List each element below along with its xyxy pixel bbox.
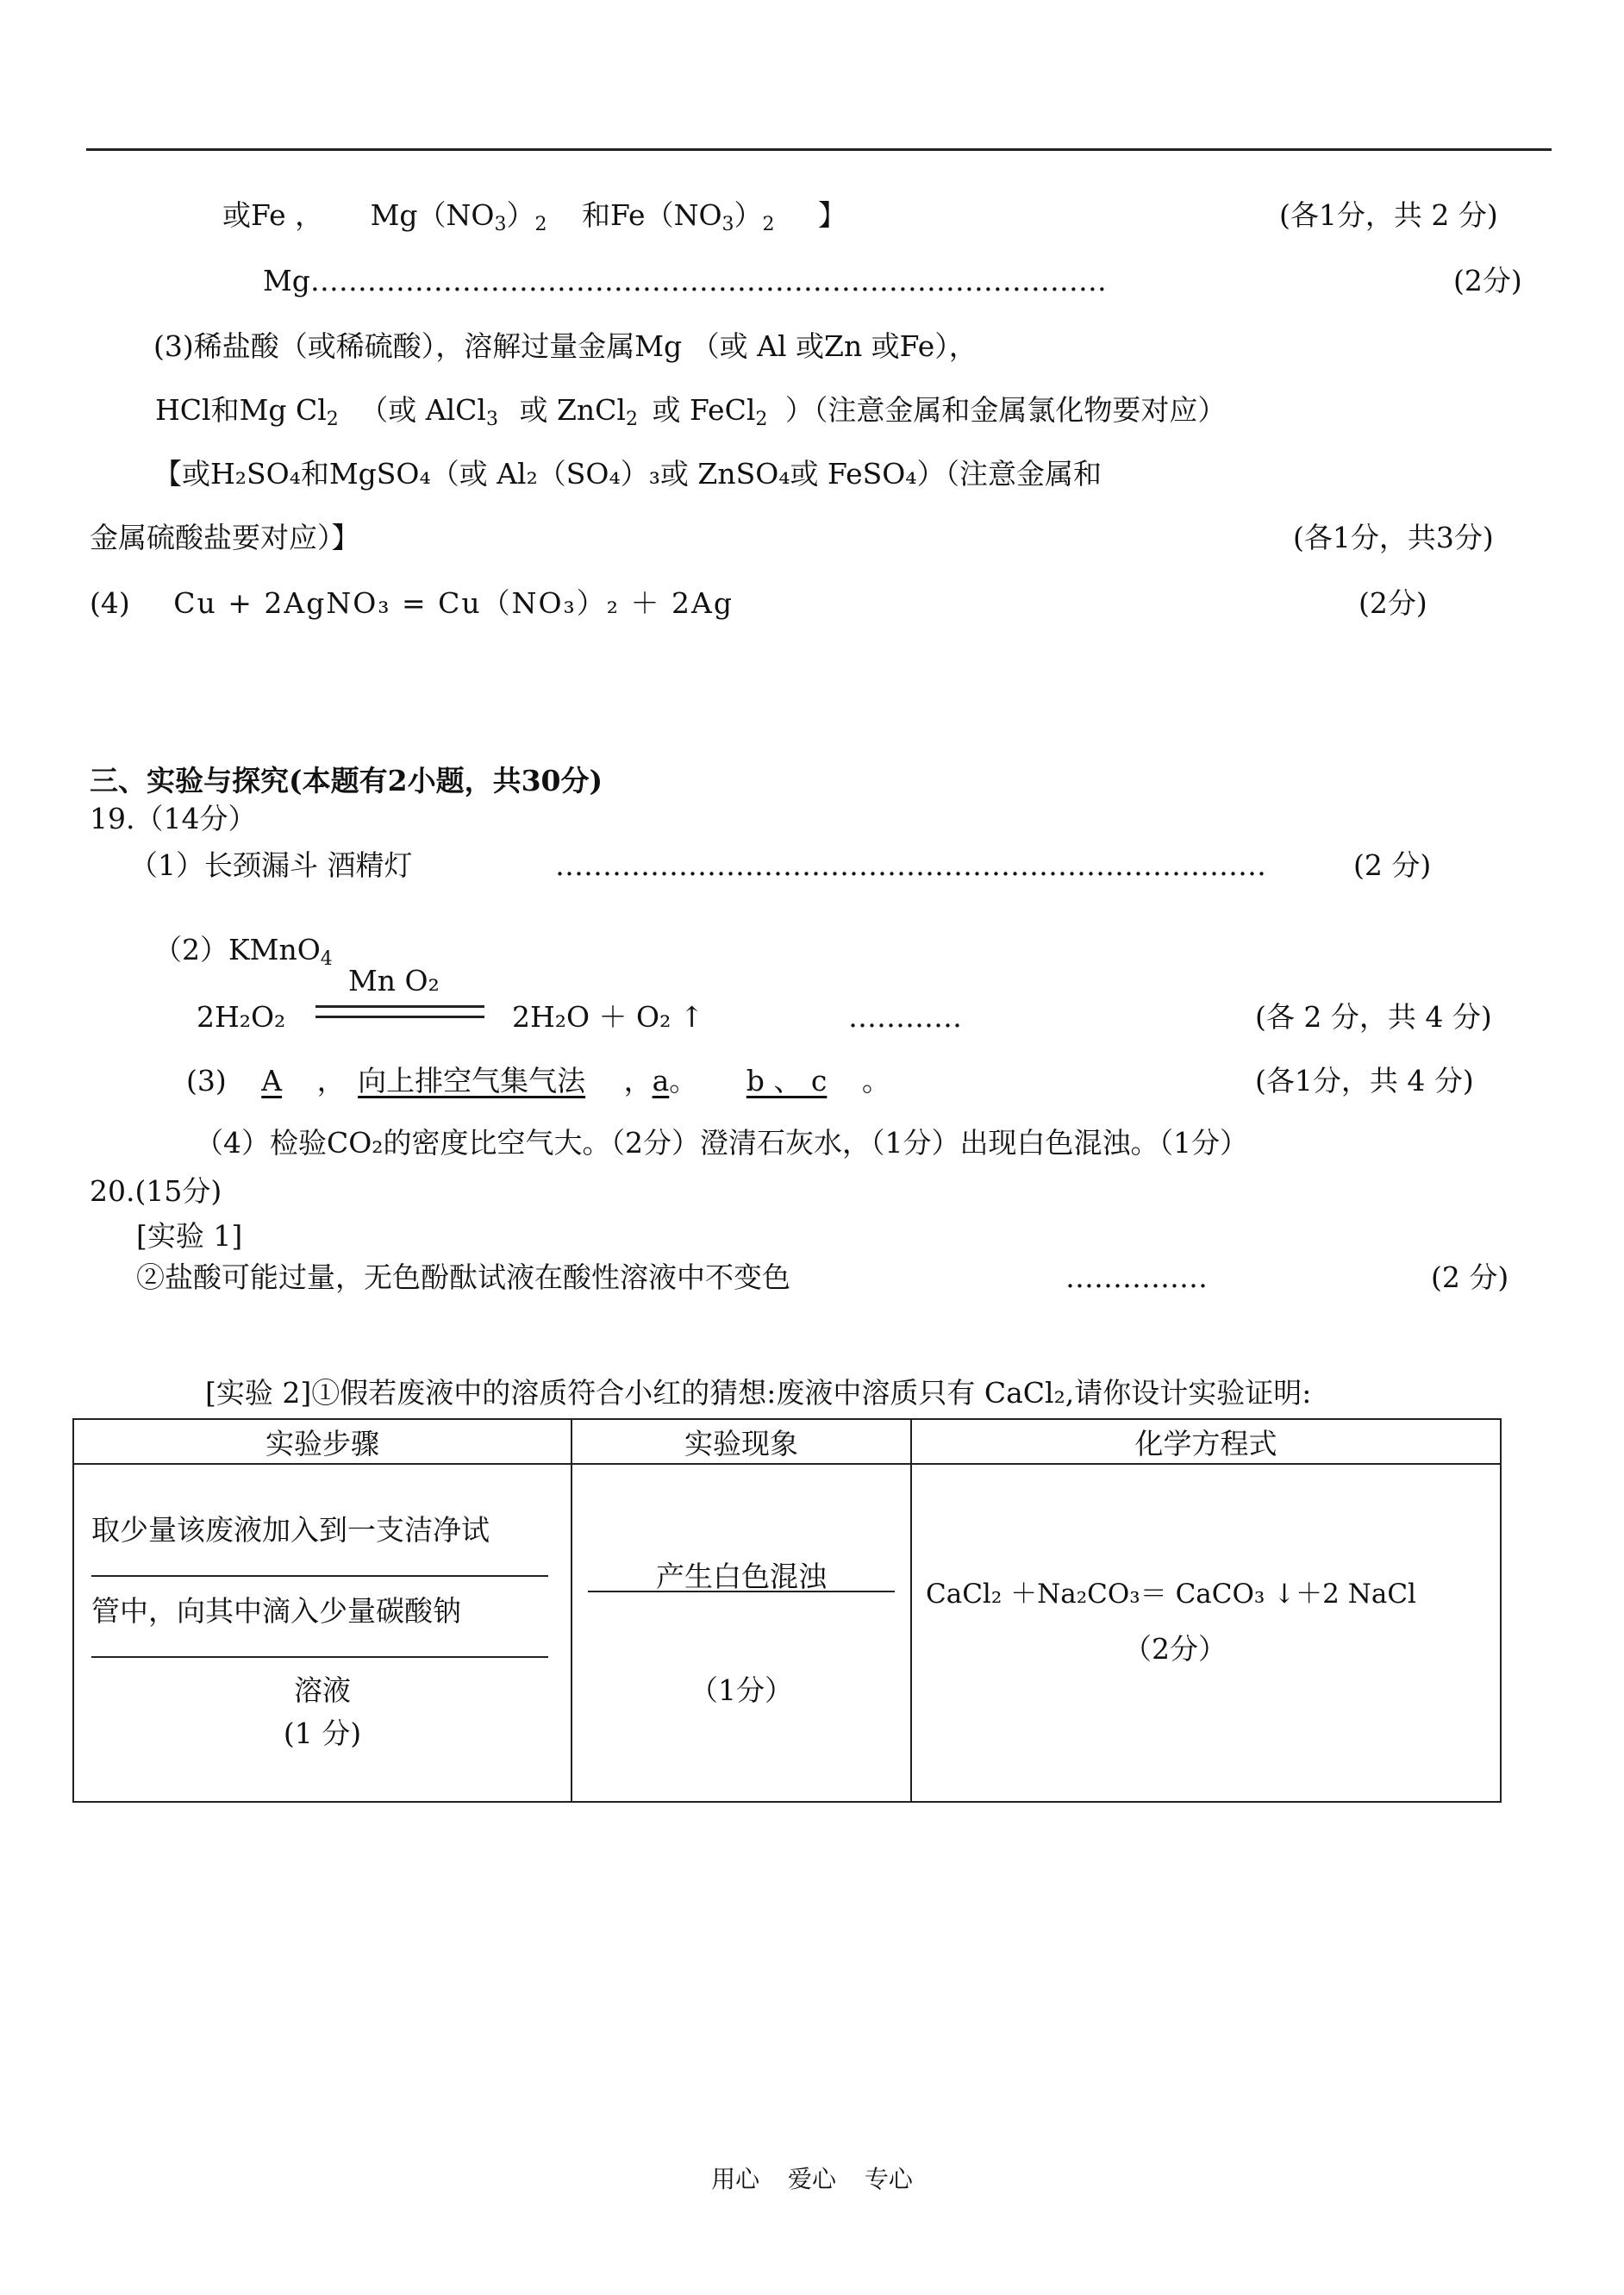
header-phenomenon: 实验现象 [572, 1419, 911, 1464]
q19-p4: （4）检验CO₂的密度比空气大。（2分）澄清石灰水，（1分）出现白色混浊。（1分） [195, 1126, 1249, 1160]
q18-line1 [222, 198, 846, 233]
answer-collect-method: 向上排空气集气法 [358, 1064, 586, 1097]
q18-line7: (4) Cu + 2AgNO₃ = Cu（NO₃）₂ ＋ 2Ag [90, 586, 734, 620]
section-heading: 三、实验与探究(本题有2小题，共30分) [90, 764, 603, 797]
q19-p1: （1）长颈漏斗 酒精灯 [129, 848, 413, 882]
h2o2-reactant: 2H₂O₂ [197, 1000, 286, 1034]
answer-table [72, 1418, 1502, 1803]
answer-ports: b 、 c [746, 1064, 828, 1097]
step-score: (1 分) [283, 1717, 362, 1750]
q19-p3: (3) A ， 向上排空气集气法 ，a。 b 、 c 。 [186, 1064, 890, 1097]
q18-line1-a: 或Fe ， [222, 198, 324, 232]
q19-p3-score: (各1分，共 4 分) [1255, 1064, 1474, 1097]
q19-title: 19.（14分） [90, 802, 257, 835]
q18-mg-nitrate: $Mg(NO_3)_2$ [370, 198, 547, 235]
q18-line6-score: (各1分，共3分) [1293, 521, 1494, 554]
q18-line2: Mg………………………………………………………………………… [263, 264, 1107, 297]
q18-line5: 【或H₂SO₄和MgSO₄（或 Al₂（SO₄）₃或 ZnSO₄或 FeSO₄）（注意金属和 [153, 457, 1102, 491]
equation-sign-top [315, 1005, 484, 1008]
header-equation: 化学方程式 [911, 1419, 1501, 1464]
eq-dots: ………… [848, 1000, 962, 1034]
q19-p1-score: (2 分) [1353, 848, 1432, 882]
equation-text: CaCl₂ ＋Na₂CO₃＝ CaCO₃ ↓＋2 NaCl [926, 1579, 1416, 1610]
answer-port: a [652, 1064, 670, 1097]
q18-line4: HCl和Mg $Cl_2$ （或 AlCl$_3$ 或 ZnCl$_2$ 或 FeCl$_2$ ）（注意金属和金属氯化物要对应） [155, 393, 1227, 430]
q18-fe-nitrate: 和$Fe(NO_3)_2$ [581, 198, 775, 235]
phenomenon-text: 产生白色混浊 [656, 1560, 827, 1593]
h2o2-products: 2H₂O ＋ O₂ ↑ [512, 1000, 704, 1034]
q18-line6: 金属硫酸盐要对应）】 [90, 521, 360, 554]
step-line-1: 取少量该废液加入到一支洁净试 [91, 1513, 490, 1547]
step-rule-1 [91, 1575, 548, 1577]
exp1-score: (2 分) [1431, 1260, 1509, 1294]
exp1-dots: …………… [1065, 1260, 1208, 1294]
exp1-text: ②盐酸可能过量，无色酚酞试液在酸性溶液中不变色 [136, 1260, 790, 1294]
q19-p2-label: （2）KMnO$_4$ [153, 933, 333, 970]
phenomenon-rule [588, 1591, 895, 1592]
header-steps: 实验步骤 [73, 1419, 572, 1464]
catalyst-label: Mn O₂ [348, 964, 440, 997]
q18-line3: (3)稀盐酸（或稀硫酸），溶解过量金属Mg （或 Al 或Zn 或Fe）， [153, 329, 978, 363]
phenomenon-cell [572, 1464, 911, 1802]
eq-score: (各 2 分，共 4 分) [1255, 1000, 1492, 1034]
q18-line2-score: (2分) [1453, 264, 1522, 297]
exp1-label: [实验 1] [136, 1219, 243, 1253]
header-rule [86, 148, 1552, 151]
exp2-intro: [实验 2]①假若废液中的溶质符合小红的猜想:废液中溶质只有 CaCl₂,请你设计实验证明: [205, 1376, 1312, 1410]
step-line-2: 管中，向其中滴入少量碳酸钠 [91, 1594, 461, 1628]
steps-cell [73, 1464, 572, 1802]
step-rule-2 [91, 1656, 548, 1658]
equation-cell [911, 1464, 1501, 1802]
q18-line1-score: (各1分，共 2 分) [1279, 198, 1498, 232]
q18-line7-score: (2分) [1359, 586, 1427, 620]
footer: 用心 爱心 专心 [711, 2165, 913, 2193]
q18-close-bracket: 】 [818, 198, 847, 232]
equation-sign-bottom [315, 1016, 484, 1018]
answer-apparatus: A [261, 1064, 283, 1097]
silver-nitrate-equation: Cu + 2AgNO₃ = Cu（NO₃）₂ ＋ 2Ag [173, 586, 734, 620]
equation-score: （2分） [1123, 1632, 1227, 1666]
q19-p1-dots: ………………………………………………………………… [555, 848, 1266, 882]
q20-title: 20.(15分) [90, 1174, 222, 1208]
phenomenon-score: （1分） [690, 1673, 793, 1707]
step-line-3: 溶液 [294, 1673, 351, 1707]
